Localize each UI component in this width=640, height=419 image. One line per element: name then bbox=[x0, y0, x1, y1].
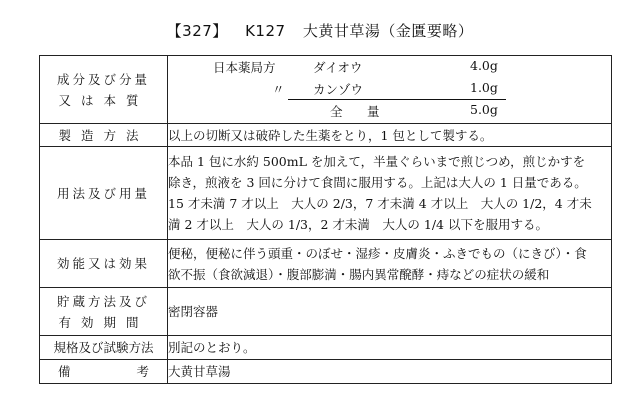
total-amount: 5.0g bbox=[470, 102, 498, 117]
composition-label-line2: 又は本質 bbox=[58, 92, 149, 108]
efficacy-line-1: 便秘，便秘に伴う頭重・のぼせ・湿疹・皮膚炎・ふきでもの（にきび）・食 bbox=[168, 245, 587, 261]
dosage-line-4: 満 2 才以上 大人の 1/3，2 才未満 大人の 1/4 以下を服用する。 bbox=[168, 217, 548, 232]
entry-number: 【327】 bbox=[166, 22, 228, 40]
monograph-table bbox=[39, 55, 612, 384]
sum-underline bbox=[288, 99, 506, 100]
dosage-content bbox=[168, 147, 612, 240]
herb2-amount: 1.0g bbox=[470, 80, 498, 95]
remarks-label bbox=[40, 360, 168, 384]
spec-text: 別記のとおり。 bbox=[168, 340, 256, 355]
composition-row bbox=[40, 56, 612, 124]
composition-content bbox=[168, 56, 612, 124]
manufacturing-label: 製造方法 bbox=[40, 124, 168, 147]
remarks-row bbox=[40, 360, 612, 384]
manufacturing-content bbox=[168, 124, 612, 147]
storage-row bbox=[40, 288, 612, 336]
efficacy-line-2: 欲不振（食欲減退）・腹部膨満・腸内異常醗酵・痔などの症状の緩和 bbox=[168, 266, 550, 282]
dosage-label: 用法及び用量 bbox=[40, 147, 168, 240]
remarks-text: 大黄甘草湯 bbox=[168, 364, 231, 379]
remarks-label-left: 備 bbox=[58, 364, 71, 379]
storage-label: 貯蔵方法及び 有効期間 bbox=[40, 288, 168, 336]
efficacy-content bbox=[168, 240, 612, 288]
manufacturing-text: 以上の切断又は破砕した生薬をとり，1 包として製する。 bbox=[168, 127, 493, 143]
total-label: 全 量 bbox=[330, 104, 386, 119]
remarks-label-right: 考 bbox=[136, 364, 149, 379]
storage-text: 密閉容器 bbox=[168, 304, 219, 319]
formula-name: 大黄甘草湯（金匱要略） bbox=[302, 22, 474, 40]
spec-content bbox=[168, 336, 612, 360]
composition-label-line1: 成分及び分量 bbox=[56, 71, 150, 87]
storage-content bbox=[168, 288, 612, 336]
herb1-amount: 4.0g bbox=[470, 58, 498, 73]
remarks-content bbox=[168, 360, 612, 384]
manufacturing-row bbox=[40, 124, 612, 147]
pharmacopoeia-label: 日本薬局方 bbox=[213, 60, 276, 75]
dosage-line-2: 除き，煎液を 3 回に分けて食間に服用する。上記は大人の 1 日量である。 bbox=[168, 175, 587, 190]
product-code: K127 bbox=[245, 22, 286, 40]
composition-label bbox=[40, 56, 168, 124]
dosage-line-1: 本品 1 包に水約 500mL を加えて，半量ぐらいまで煎じつめ，煎じかすを bbox=[168, 154, 586, 169]
efficacy-label: 効能又は効果 bbox=[40, 240, 168, 288]
spec-row bbox=[40, 336, 612, 360]
document-title bbox=[0, 20, 640, 41]
ditto-mark: 〃 bbox=[272, 82, 285, 97]
dosage-row bbox=[40, 147, 612, 240]
dosage-line-3: 15 才未満 7 才以上 大人の 2/3，7 才未満 4 才以上 大人の 1/2，4 才未 bbox=[168, 196, 592, 211]
spec-label: 規格及び試験方法 bbox=[40, 336, 168, 360]
efficacy-row bbox=[40, 240, 612, 288]
herb2-name: カンゾウ bbox=[313, 82, 364, 97]
herb1-name: ダイオウ bbox=[313, 60, 363, 75]
